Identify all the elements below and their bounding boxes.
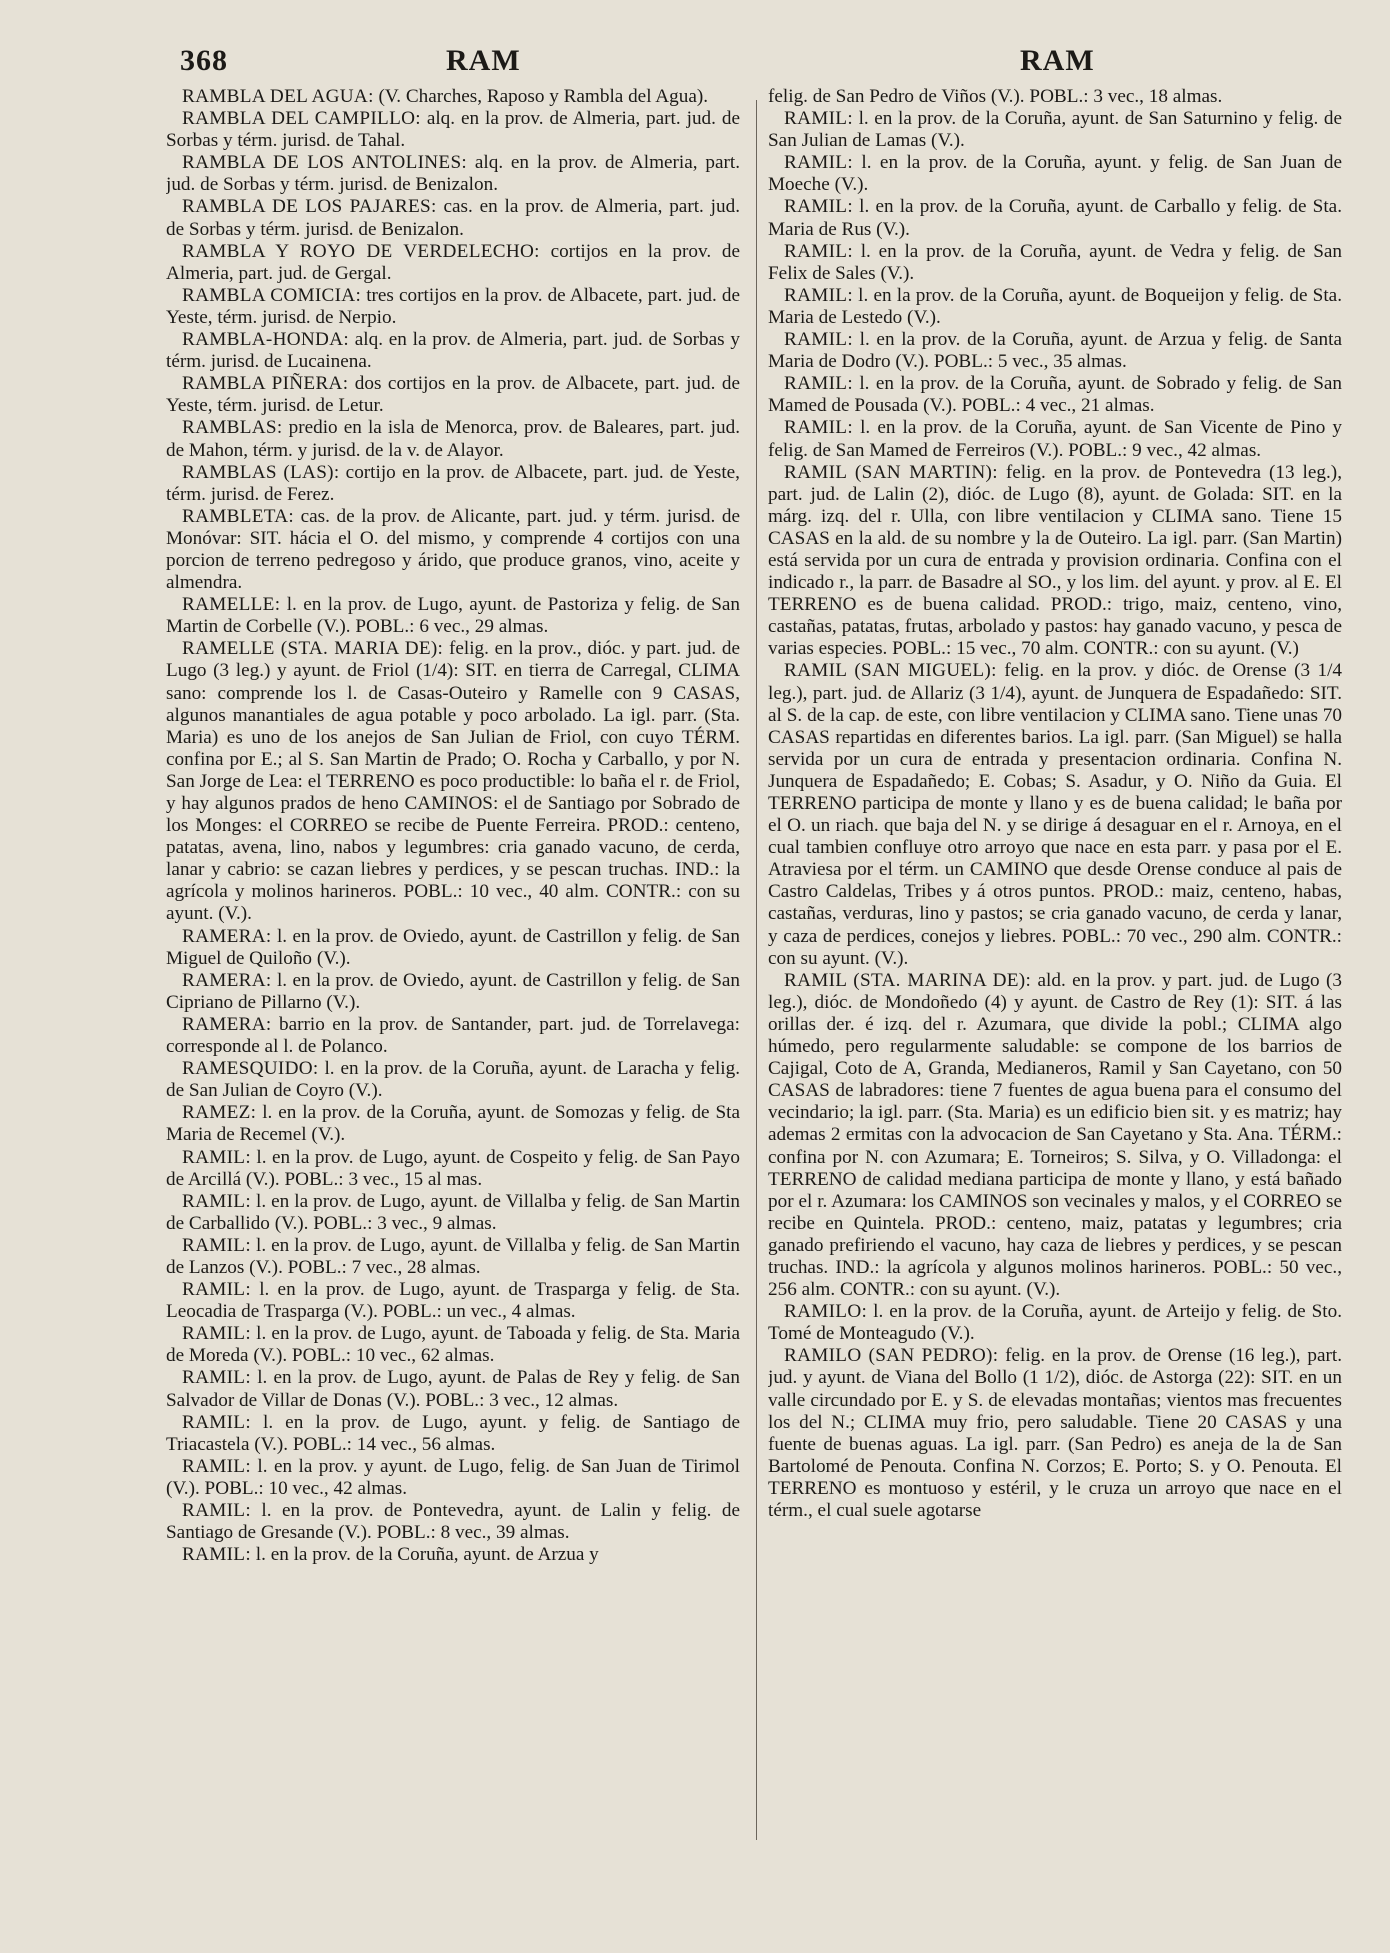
dictionary-entry: [768, 196, 1342, 240]
entry-text: l. en la prov. de la Coruña, ayunt. de Arteijo y felig. de Sto. Tomé de Monteagudo (V.).: [768, 1301, 1342, 1345]
entry-text: l. en la prov. de Oviedo, ayunt. de Castrillon y felig. de San Cipriano de Pillarno (V.).: [166, 969, 740, 1013]
entry-text: dos cortijos en la prov. de Albacete, part. jud. de Yeste, térm. jurisd. de Letur.: [166, 373, 740, 417]
entry-text: l. en la prov. de Lugo, ayunt. de Villalba y felig. de San Martin de Lanzos (V.). POBL.: 7 vec., 28 almas.: [166, 1234, 740, 1278]
entry-headword: RAMBLAS (LAS):: [182, 461, 340, 483]
entry-text: l. en la prov. de la Coruña, ayunt. de San Saturnino y felig. de San Julian de Lamas (V.).: [768, 108, 1342, 152]
dictionary-entry: [166, 241, 740, 285]
entry-text: cas. en la prov. de Almeria, part. jud. de Sorbas y térm. jurisd. de Benizalon.: [166, 196, 740, 240]
page-header: [0, 44, 1390, 84]
dictionary-entry: [166, 1456, 740, 1500]
dictionary-entry: [166, 970, 740, 1014]
entry-headword: RAMBLAS:: [182, 417, 283, 439]
entry-text: l. en la prov. de la Coruña, ayunt. de San Vicente de Pino y felig. de San Mamed de Ferreiros (V.). POBL.: 9 vec., 42 almas.: [768, 417, 1342, 461]
dictionary-entry: [166, 1544, 740, 1566]
dictionary-entry: [768, 1345, 1342, 1522]
entry-text: predio en la isla de Menorca, prov. de Baleares, part. jud. de Mahon, térm. y jurisd. de la v. de Alayor.: [166, 417, 740, 461]
dictionary-entry: [166, 594, 740, 638]
entry-headword: RAMERA:: [182, 925, 272, 947]
entry-text: alq. en la prov. de Almeria, part. jud. de Sorbas y térm. jurisd. de Tahal.: [166, 108, 740, 152]
dictionary-entry: [768, 373, 1342, 417]
dictionary-entry: [166, 1191, 740, 1235]
entry-text: l. en la prov. de la Coruña, ayunt. de Laracha y felig. de San Julian de Coyro (V.).: [166, 1058, 740, 1102]
left-column: [166, 86, 740, 1946]
entry-text: felig. en la prov. de Orense (16 leg.), part. jud. y ayunt. de Viana del Bollo (1 1/2), dióc. de Astorga (22): SIT. en un valle circundado por E. y S. de elevadas montañas; vientos mas frecuentes los del N.; CLIMA muy frio, pero saludable. Tiene 20 CASAS y una fuente de buenas aguas. La igl. parr. (San Pedro) es aneja de la de San Bartolomé de Penouta. Confina N. Corzos; E. Porto; S. y O. Penouta. El TERRENO es montuoso y estéril, y le cruza un arroyo que nace en el térm., el cual suele agotarse: [768, 1345, 1342, 1521]
entry-text: l. en la prov. de la Coruña, ayunt. de Carballo y felig. de Sta. Maria de Rus (V.).: [768, 196, 1342, 240]
entry-headword: RAMBLA COMICIA:: [182, 284, 362, 306]
dictionary-entry: [166, 1058, 740, 1102]
entry-headword: RAMELLE (STA. MARIA DE):: [182, 638, 444, 660]
entry-headword: RAMIL:: [182, 1323, 251, 1345]
dictionary-entry: [166, 1014, 740, 1058]
entry-headword: RAMIL:: [784, 152, 853, 174]
entry-text: felig. en la prov. y dióc. de Orense (3 1/4 leg.), part. jud. de Allariz (3 1/4), ayunt. de Junquera de Espadañedo: SIT. al S. de la cap. de este, con libre ventilacion y CLIMA sano. Tiene unas 70 CASAS repartidas en diferentes barios. La igl. parr. (San Miguel) se halla servida por un cura de entrada y presentacion ordinaria. Confina N. Junquera de Espadañedo; E. Cobas; S. Asadur, y O. Niño da Guia. El TERRENO participa de monte y llano y es de buena calidad; le baña por el O. un riach. que baja del N. y se dirige á desaguar en el r. Arnoya, en el cual tambien confluye otro arroyo que nace en esta parr. y pasa por el E. Atraviesa por el térm. un CAMINO que desde Orense conduce al pais de Castro Caldelas, Tribes y á otros puntos. PROD.: maiz, centeno, habas, castañas, verduras, lino y pastos; se cria ganado vacuno, de cerda y lanar, y caza de perdices, conejos y liebres. POBL.: 70 vec., 290 alm. CONTR.: con su ayunt. (V.).: [768, 660, 1342, 969]
entry-headword: RAMBLA-HONDA:: [182, 329, 349, 351]
dictionary-entry: [768, 86, 1342, 108]
entry-headword: RAMEZ:: [182, 1102, 257, 1124]
dictionary-entry: [768, 970, 1342, 1301]
dictionary-entry: [768, 417, 1342, 461]
entry-text: cortijos en la prov. de Almeria, part. jud. de Gergal.: [166, 240, 740, 284]
entry-text: l. en la prov. de Lugo, ayunt. y felig. de Santiago de Triacastela (V.). POBL.: 14 vec., 56 almas.: [166, 1411, 740, 1455]
entry-text: l. en la prov. de la Coruña, ayunt. de Arzua y: [250, 1544, 599, 1566]
entry-text: l. en la prov. de la Coruña, ayunt. y felig. de San Juan de Moeche (V.).: [768, 152, 1342, 196]
entry-headword: RAMBLA PIÑERA:: [182, 373, 349, 395]
entry-text: l. en la prov. y ayunt. de Lugo, felig. de San Juan de Tirimol (V.). POBL.: 10 vec., 42 almas.: [166, 1455, 740, 1499]
entry-headword: RAMBLA DE LOS ANTOLINES:: [182, 152, 468, 174]
dictionary-entry: [166, 638, 740, 925]
entry-text: barrio en la prov. de Santander, part. jud. de Torrelavega: corresponde al l. de Polanco.: [166, 1013, 740, 1058]
entry-text: l. en la prov. de la Coruña, ayunt. de Somozas y felig. de Sta Maria de Recemel (V.).: [166, 1102, 740, 1146]
entry-text: l. en la prov. de Lugo, ayunt. de Villalba y felig. de San Martin de Carballido (V.). POBL.: 3 vec., 9 almas.: [166, 1190, 740, 1234]
entry-headword: RAMIL:: [784, 329, 853, 351]
entry-headword: RAMERA:: [182, 1013, 272, 1035]
dictionary-entry: [166, 373, 740, 417]
entry-text: l. en la prov. de Lugo, ayunt. de Pastoriza y felig. de San Martin de Corbelle (V.). POBL.: 6 vec., 29 almas.: [166, 594, 740, 638]
left-running-title: RAM: [446, 44, 521, 77]
entry-text: l. en la prov. de Lugo, ayunt. de Trasparga y felig. de Sta. Leocadia de Trasparga (V.). POBL.: un vec., 4 almas.: [166, 1279, 740, 1323]
column-divider: [756, 100, 757, 1840]
entry-headword: RAMIL:: [182, 1279, 251, 1301]
entry-text: l. en la prov. de Lugo, ayunt. de Palas de Rey y felig. de San Salvador de Villar de Donas (V.). POBL.: 3 vec., 12 almas.: [166, 1367, 740, 1411]
entry-text: felig. en la prov. de Pontevedra (13 leg.), part. jud. de Lalin (2), dióc. de Lugo (8), ayunt. de Golada: SIT. en la márg. izq. del r. Ulla, con libre ventilacion y CLIMA sano. Tiene 15 CASAS en la ald. de su nombre y la de Outeiro. La igl. parr. (San Martin) está servida por un cura de entrada y provision ordinaria. Confina con el indicado r., la parr. de Basadre al SO., y los lim. del ayunt. y prov. al E. El TERRENO es de buena calidad. PROD.: trigo, maiz, centeno, vino, castañas, patatas, frutas, arbolado y pastos: hay ganado vacuno, y pesca de varias especies. POBL.: 15 vec., 70 alm. CONTR.: con su ayunt. (V.): [768, 461, 1342, 660]
entry-text: cas. de la prov. de Alicante, part. jud. y térm. jurisd. de Monóvar: SIT. hácia el O. del mismo, y comprende 4 cortijos con una porcion de terreno pedregoso y árido, que produce granos, vino, aceite y almendra.: [166, 505, 740, 594]
dictionary-entry: [166, 152, 740, 196]
entry-text: l. en la prov. de la Coruña, ayunt. de Boqueijon y felig. de Sta. Maria de Lestedo (V.).: [768, 284, 1342, 328]
dictionary-entry: [166, 462, 740, 506]
entry-headword: RAMELLE:: [182, 594, 281, 616]
dictionary-entry: [166, 506, 740, 594]
dictionary-entry: [166, 1500, 740, 1544]
entry-text: l. en la prov. de Lugo, ayunt. de Cospeito y felig. de San Payo de Arcillá (V.). POBL.: 3 vec., 15 al mas.: [166, 1146, 740, 1190]
entry-text: l. en la prov. de Pontevedra, ayunt. de Lalin y felig. de Santiago de Gresande (V.). POBL.: 8 vec., 39 almas.: [166, 1500, 740, 1544]
page-number: 368: [180, 44, 228, 77]
entry-headword: RAMESQUIDO:: [182, 1058, 319, 1080]
right-running-title: RAM: [1020, 44, 1095, 77]
dictionary-entry: [166, 1102, 740, 1146]
entry-headword: RAMBLA Y ROYO DE VERDELECHO:: [182, 240, 540, 262]
entry-headword: RAMIL:: [182, 1190, 251, 1212]
dictionary-entry: [166, 329, 740, 373]
dictionary-entry: [768, 329, 1342, 373]
entry-headword: RAMBLETA:: [182, 505, 295, 527]
dictionary-entry: [768, 660, 1342, 969]
entry-headword: RAMIL:: [784, 373, 853, 395]
entry-headword: RAMIL (STA. MARINA DE):: [784, 969, 1032, 991]
entry-headword: RAMBLA DEL AGUA:: [182, 86, 374, 107]
dictionary-entry: [166, 108, 740, 152]
entry-text: ald. en la prov. y part. jud. de Lugo (3 leg.), dióc. de Mondoñedo (4) y ayunt. de Castro de Rey (1): SIT. á las orillas der. é izq. del r. Azumara, que divide la pobl.; CLIMA algo húmedo, pero regularmente saludable: se compone de los barrios de Cajigal, Coto de A, Granda, Medianeros, Ramil y San Cayetano, con 50 CASAS de labradores: tiene 7 fuentes de agua buena para el consumo del vecindario; la igl. parr. (Sta. Maria) es un edificio bien sit. y es matriz; hay ademas 2 ermitas con la advocacion de San Cayetano y Sta. Ana. TÉRM.: confina por N. con Azumara; E. Torneiros; S. Silva, y O. Villadonga: el TERRENO de calidad mediana participa de monte y llano, y está bañado por el r. Azumara: los CAMINOS son vecinales y malos, y el CORREO se recibe en Quintela. PROD.: centeno, maiz, patatas y legumbres; cria ganado prefiriendo el vacuno, hay caza de liebres y perdices, y se pescan truchas. IND.: la agrícola y algunos molinos harineros. POBL.: 50 vec., 256 alm. CONTR.: con su ayunt. (V.).: [768, 969, 1342, 1301]
right-column: [768, 86, 1342, 1946]
entry-headword: RAMILO:: [784, 1301, 868, 1323]
entry-headword: RAMIL:: [182, 1234, 251, 1256]
entry-text: tres cortijos en la prov. de Albacete, part. jud. de Yeste, térm. jurisd. de Nerpio.: [166, 284, 740, 328]
entry-headword: RAMIL:: [182, 1146, 251, 1168]
entry-headword: RAMIL:: [182, 1367, 251, 1389]
entry-text: felig. de San Pedro de Viños (V.). POBL.: 3 vec., 18 almas.: [768, 86, 1223, 107]
dictionary-entry: [768, 152, 1342, 196]
dictionary-entry: [768, 108, 1342, 152]
entry-text: l. en la prov. de Oviedo, ayunt. de Castrillon y felig. de San Miguel de Quiloño (V.).: [166, 925, 740, 969]
dictionary-entry: [166, 196, 740, 240]
entry-headword: RAMIL:: [784, 284, 853, 306]
dictionary-entry: [166, 926, 740, 970]
dictionary-entry: [166, 285, 740, 329]
entry-headword: RAMIL:: [182, 1544, 251, 1566]
entry-headword: RAMBLA DE LOS PAJARES:: [182, 196, 437, 218]
entry-headword: RAMIL (SAN MIGUEL):: [784, 660, 997, 682]
entry-headword: RAMIL:: [784, 417, 853, 439]
dictionary-entry: [166, 1279, 740, 1323]
dictionary-entry: [166, 417, 740, 461]
entry-text: cortijo en la prov. de Albacete, part. jud. de Yeste, térm. jurisd. de Ferez.: [166, 461, 740, 505]
entry-text: l. en la prov. de Lugo, ayunt. de Taboada y felig. de Sta. Maria de Moreda (V.). POBL.: 10 vec., 62 almas.: [166, 1323, 740, 1367]
entry-headword: RAMILO (SAN PEDRO):: [784, 1345, 999, 1367]
entry-text: felig. en la prov., dióc. y part. jud. de Lugo (3 leg.) y ayunt. de Friol (1/4): SIT. en tierra de Carregal, CLIMA sano: comprende los l. de Casas-Outeiro y Ramelle con 9 CASAS, algunos manantiales de agua potable y poco arbolado. La igl. parr. (Sta. Maria) es uno de los anejos de San Julian de Friol, con cuyo TÉRM. confina por E.; al S. San Martin de Prado; O. Rocha y Carballo, y por N. San Jorge de Lea: el TERRENO es poco productible: lo baña el r. de Friol, y hay algunos prados de heno CAMINOS: el de Santiago por Sobrado de los Monges: el CORREO se recibe de Puente Ferreira. PROD.: centeno, patatas, avena, lino, nabos y legumbres: cria ganado vacuno, de cerda, lanar y cabrio: se cazan liebres y perdices, y se pescan truchas. IND.: la agrícola y molinos harineros. POBL.: 10 vec., 40 alm. CONTR.: con su ayunt. (V.).: [166, 638, 740, 925]
entry-headword: RAMIL:: [182, 1455, 251, 1477]
dictionary-entry: [768, 241, 1342, 285]
dictionary-entry: [768, 462, 1342, 661]
dictionary-entry: [768, 1301, 1342, 1345]
entry-headword: RAMIL (SAN MARTIN):: [784, 461, 998, 483]
dictionary-entry: [166, 1147, 740, 1191]
dictionary-entry: [166, 86, 740, 108]
entry-text: alq. en la prov. de Almeria, part. jud. de Sorbas y térm. jurisd. de Lucainena.: [166, 329, 740, 373]
entry-headword: RAMIL:: [784, 240, 853, 262]
entry-headword: RAMIL:: [784, 108, 853, 130]
entry-headword: RAMBLA DEL CAMPILLO:: [182, 108, 421, 130]
dictionary-entry: [166, 1235, 740, 1279]
dictionary-entry: [768, 285, 1342, 329]
entry-text: alq. en la prov. de Almeria, part. jud. de Sorbas y térm. jurisd. de Benizalon.: [166, 152, 740, 196]
entry-text: (V. Charches, Raposo y Rambla del Agua).: [373, 86, 709, 107]
entry-text: l. en la prov. de la Coruña, ayunt. de Vedra y felig. de San Felix de Sales (V.).: [768, 240, 1342, 284]
dictionary-entry: [166, 1412, 740, 1456]
dictionary-entry: [166, 1323, 740, 1367]
entry-headword: RAMERA:: [182, 969, 272, 991]
entry-headword: RAMIL:: [182, 1411, 251, 1433]
dictionary-entry: [166, 1367, 740, 1411]
entry-headword: RAMIL:: [784, 196, 853, 218]
entry-headword: RAMIL:: [182, 1500, 251, 1521]
entry-text: l. en la prov. de la Coruña, ayunt. de Sobrado y felig. de San Mamed de Pousada (V.). POBL.: 4 vec., 21 almas.: [768, 373, 1342, 417]
entry-text: l. en la prov. de la Coruña, ayunt. de Arzua y felig. de Santa Maria de Dodro (V.). POBL.: 5 vec., 35 almas.: [768, 329, 1342, 373]
